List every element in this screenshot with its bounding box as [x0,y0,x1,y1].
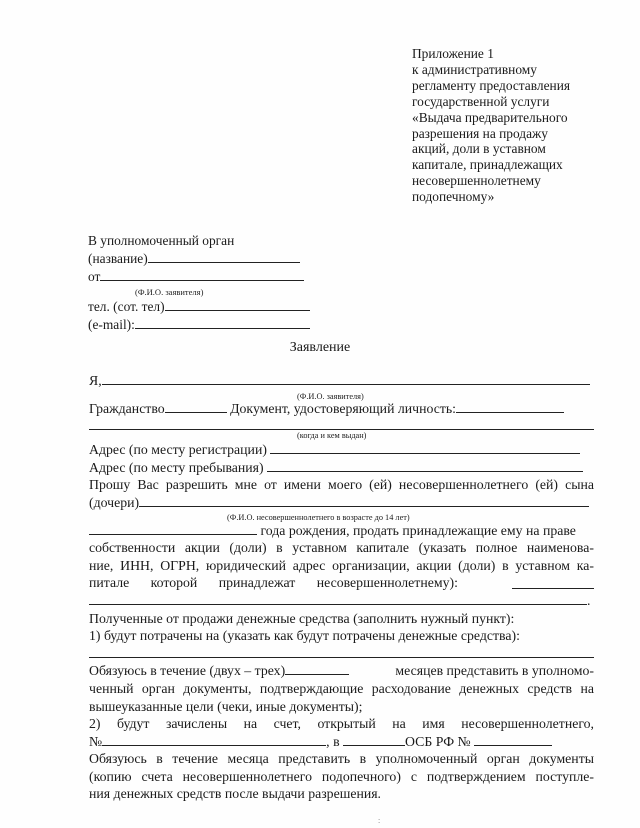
fio-hint: (Ф.И.О. заявителя) [135,287,204,297]
daughter-label: (дочери) [89,494,140,510]
document-field[interactable] [456,400,564,413]
obligation-1-start: Обязуюсь в течение (двух – трех) [89,663,286,679]
annex-line: подопечному» [412,189,495,205]
paragraph-line: (копию счета несовершеннолетнего подопечного) с подтверждением поступле- [89,768,594,784]
account-number-label: № [89,733,103,749]
annex-line: капитале, принадлежащих [412,157,563,173]
fio-hint: (Ф.И.О. заявителя) [297,391,364,401]
phone-field[interactable] [165,298,310,311]
paragraph-line: питале которой принадлежат несовершеннолетнему): [89,575,458,591]
citizenship-label: Гражданство [89,400,165,416]
annex-line: несовершеннолетнему [412,173,541,189]
bank-field[interactable] [343,733,405,746]
paragraph-line: Обязуюсь в течение месяца представить в уполномоченный орган документы [89,751,594,767]
annex-line: «Выдача предварительного [412,109,568,125]
account-number-field[interactable] [102,733,326,746]
spending-field[interactable] [89,645,594,658]
minor-hint: (Ф.И.О. несовершеннолетнего в возрасте до 14 лет) [227,512,410,522]
annex-line: государственной услуги [412,93,550,109]
document-title: Заявление [289,340,351,355]
address-stay-field[interactable] [267,459,583,472]
addressee-title: В уполномоченный орган [88,233,235,248]
funds-heading: Полученные от продажи денежные средства (заполнить нужный пункт): [89,610,515,626]
paragraph-line: ния денежных средств после выдачи разрешения. [89,786,382,802]
application-body: Я, (Ф.И.О. заявителя) Гражданство Документ, удостоверяющий личность: (когда и кем выдан) Адрес (по месту регистрации) Адрес (по месту пребывания) Прошу Вас разрешить мне от имени моего (ей) несовершеннолетнего (ей) сына (дочери) (Ф.И.О. несовершеннолетнего в возрасте до 14 лет) года рождения, продать принадлежащие ему на праве собственности акции (доли) в уставном капитале (указать полное наименова- ние, ИНН, ОГРН, юридический адрес организации, акции (доли) в уставном ка- питале которой принадлежат несовершеннолетнему): . Полученные от продажи денежные средства (заполнить нужный пункт): 1) будут потрачены на (указать как будут потрачены денежные средства): Обязуюсь в течение (двух – трех) месяцев представить в уполномо- ченный орган документы, подтверждающие расходование денежных средств на вышеуказанные цели (чеки, иные документы); 2) будут зачислены на счет, открытый на имя несовершеннолетнего, № , в ОСБ РФ № Обязуюсь в течение месяца представить в уполномоченный орган документы (копию счета несовершеннолетнего подопечного) с подтверждением поступле- ния денежных средств после выдачи разрешения. [89,373,594,802]
organization-extra-field[interactable] [89,592,587,605]
minor-name-field[interactable] [139,494,589,507]
annex-line: к административному [412,61,537,77]
request-line: Прошу Вас разрешить мне от имени моего (ей) несовершеннолетнего (ей) сына [89,477,594,493]
email-field[interactable] [135,316,310,329]
obligation-1-end: месяцев представить в уполномо- [395,663,594,679]
annex-block [412,46,570,205]
option-2: 2) будут зачислены на счет, открытый на имя несовершеннолетнего, [89,716,594,732]
organization-field[interactable] [512,576,594,589]
annex-line: акций, доли в уставном [412,141,546,157]
name-label: (название) [88,251,148,266]
org-name-field[interactable] [148,250,300,263]
birth-year-field[interactable] [89,522,257,535]
annex-line: разрешения на продажу [412,125,548,141]
months-field[interactable] [285,662,349,675]
birth-year-text: года рождения, продать принадлежащие ему на праве [260,522,576,538]
addressee-block [88,232,310,334]
osb-number-field[interactable] [474,733,552,746]
paragraph-line: собственности акции (доли) в уставном капитале (указать полное наименова- [89,540,594,556]
applicant-fio-field[interactable] [100,268,304,281]
annex-line: Приложение 1 [412,46,494,61]
paragraph-line: ченный орган документы, подтверждающие расходование денежных средств на [89,680,594,696]
document-label: Документ, удостоверяющий личность: [230,400,457,416]
issued-hint: (когда и кем выдан) [297,431,367,441]
paragraph-line: ние, ИНН, ОГРН, юридический адрес организации, акции (доли) в уставном ка- [89,557,594,573]
ya-label: Я, [89,373,102,388]
address-reg-label: Адрес (по месту регистрации) [89,442,267,458]
option-1: 1) будут потрачены на (указать как будут потрачены денежные средства): [89,628,520,644]
phone-label: тел. (сот. тел) [88,299,165,314]
address-reg-field[interactable] [270,441,580,454]
bank-in-label: , в [326,733,340,749]
paragraph-line: вышеуказанные цели (чеки, иные документы); [89,698,363,714]
applicant-name-field[interactable] [102,372,590,385]
osb-label: ОСБ РФ № [405,733,471,749]
address-stay-label: Адрес (по месту пребывания) [89,459,264,475]
annex-line: регламенту предоставления [412,77,571,93]
citizenship-field[interactable] [165,400,227,413]
email-label: (e-mail): [88,317,135,332]
from-label: от [88,269,101,284]
scan-speck: : [378,816,381,825]
